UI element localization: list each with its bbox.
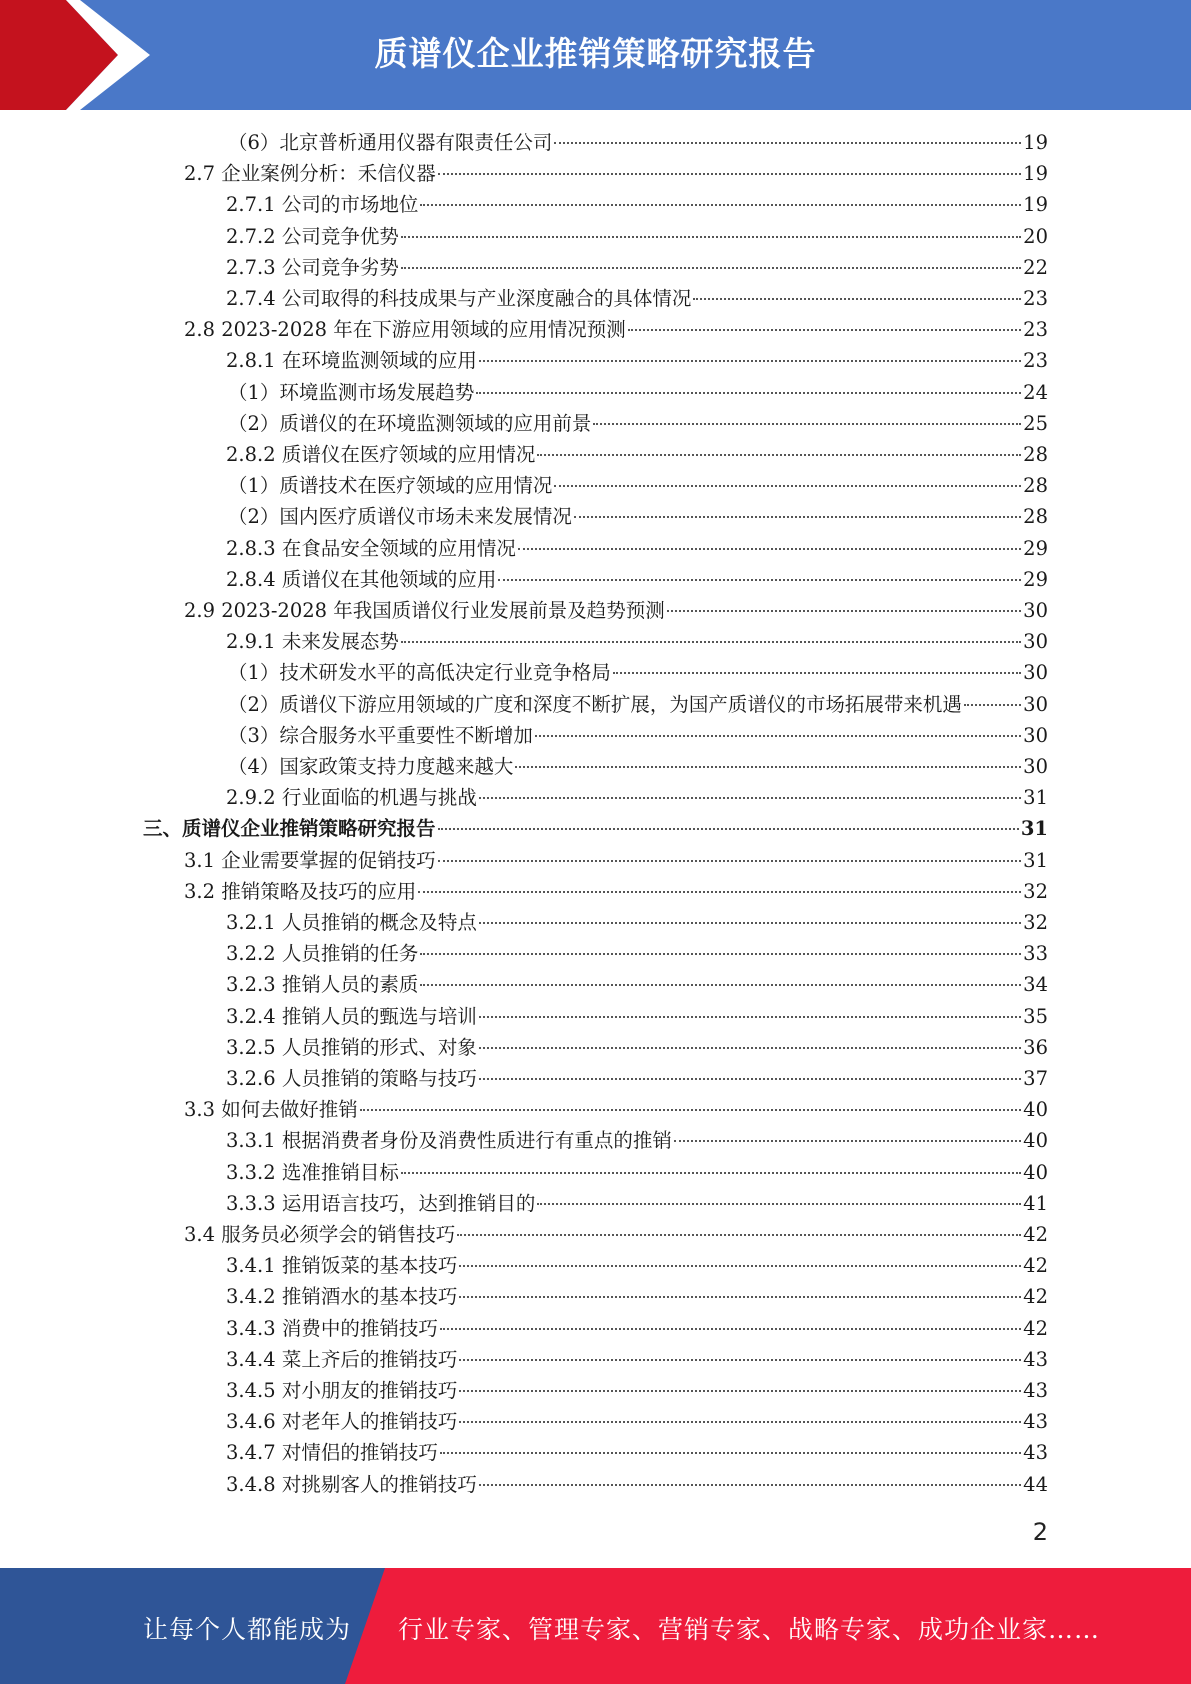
toc-entry-label: （2）质谱仪下游应用领域的广度和深度不断扩展，为国产质谱仪的市场拓展带来机遇 bbox=[228, 693, 962, 716]
toc-entry[interactable] bbox=[226, 1469, 1048, 1500]
toc-dot-leader bbox=[401, 641, 1021, 643]
toc-entry-page: 28 bbox=[1023, 443, 1048, 466]
toc-dot-leader bbox=[479, 1484, 1021, 1486]
toc-entry-page: 25 bbox=[1023, 412, 1048, 435]
toc-entry-page: 43 bbox=[1023, 1379, 1048, 1402]
toc-dot-leader bbox=[537, 1203, 1021, 1205]
toc-dot-leader bbox=[515, 766, 1021, 768]
toc-entry-label: 3.4.1 推销饭菜的基本技巧 bbox=[226, 1254, 458, 1277]
toc-entry-label: 3.3.3 运用语言技巧，达到推销目的 bbox=[226, 1192, 536, 1215]
toc-dot-leader bbox=[518, 548, 1021, 550]
toc-entry[interactable] bbox=[226, 1406, 1048, 1437]
toc-entry-page: 41 bbox=[1023, 1192, 1048, 1215]
toc-entry[interactable] bbox=[143, 813, 1048, 844]
toc-entry[interactable] bbox=[228, 689, 1048, 720]
toc-entry[interactable] bbox=[226, 221, 1048, 252]
toc-entry-page: 30 bbox=[1023, 630, 1048, 653]
toc-entry-page: 31 bbox=[1023, 849, 1048, 872]
toc-entry[interactable] bbox=[228, 720, 1048, 751]
toc-entry[interactable] bbox=[226, 626, 1048, 657]
toc-entry-label: 3.2.5 人员推销的形式、对象 bbox=[226, 1036, 477, 1059]
toc-entry-page: 19 bbox=[1023, 193, 1048, 216]
toc-dot-leader bbox=[479, 1078, 1021, 1080]
toc-entry-label: 2.8.1 在环境监测领域的应用 bbox=[226, 349, 477, 372]
toc-entry[interactable] bbox=[226, 1001, 1048, 1032]
toc-entry[interactable] bbox=[226, 564, 1048, 595]
toc-dot-leader bbox=[554, 485, 1021, 487]
toc-entry-page: 23 bbox=[1023, 318, 1048, 341]
toc-entry[interactable] bbox=[184, 876, 1048, 907]
toc-entry-label: 3.4.5 对小朋友的推销技巧 bbox=[226, 1379, 458, 1402]
toc-entry-label: 3.4.8 对挑剔客人的推销技巧 bbox=[226, 1473, 477, 1496]
toc-entry-label: 2.9.2 行业面临的机遇与挑战 bbox=[226, 786, 477, 809]
toc-entry-label: （1）质谱技术在医疗领域的应用情况 bbox=[228, 474, 553, 497]
toc-entry-page: 40 bbox=[1023, 1098, 1048, 1121]
toc-dot-leader bbox=[537, 454, 1021, 456]
toc-entry-page: 43 bbox=[1023, 1410, 1048, 1433]
toc-entry-page: 33 bbox=[1023, 942, 1048, 965]
toc-dot-leader bbox=[401, 267, 1021, 269]
toc-entry-label: 2.8 2023-2028 年在下游应用领域的应用情况预测 bbox=[184, 318, 626, 341]
toc-entry-page: 30 bbox=[1023, 755, 1048, 778]
toc-dot-leader bbox=[554, 142, 1021, 144]
toc-entry-label: （3）综合服务水平重要性不断增加 bbox=[228, 724, 533, 747]
toc-dot-leader bbox=[401, 1172, 1021, 1174]
toc-entry-page: 23 bbox=[1023, 287, 1048, 310]
toc-dot-leader bbox=[964, 704, 1021, 706]
toc-entry-label: 2.7 企业案例分析：禾信仪器 bbox=[184, 162, 436, 185]
toc-entry-label: 3.2.2 人员推销的任务 bbox=[226, 942, 419, 965]
toc-entry[interactable] bbox=[226, 938, 1048, 969]
toc-entry[interactable] bbox=[226, 345, 1048, 376]
toc-entry-page: 30 bbox=[1023, 661, 1048, 684]
toc-entry[interactable] bbox=[226, 252, 1048, 283]
toc-entry-label: 3.2.3 推销人员的素质 bbox=[226, 973, 419, 996]
toc-dot-leader bbox=[476, 392, 1021, 394]
toc-entry-page: 40 bbox=[1023, 1129, 1048, 1152]
footer-slogan-right: 行业专家、管理专家、营销专家、战略专家、成功企业家…… bbox=[398, 1615, 1101, 1644]
toc-entry[interactable] bbox=[226, 283, 1048, 314]
toc-entry-label: 2.7.3 公司竞争劣势 bbox=[226, 256, 399, 279]
toc-entry[interactable] bbox=[228, 127, 1048, 158]
toc-entry-page: 20 bbox=[1023, 225, 1048, 248]
toc-dot-leader bbox=[628, 329, 1021, 331]
toc-dot-leader bbox=[440, 1452, 1021, 1454]
toc-entry-page: 29 bbox=[1023, 537, 1048, 560]
toc-dot-leader bbox=[438, 173, 1021, 175]
toc-entry-page: 24 bbox=[1023, 381, 1048, 404]
toc-entry-label: 3.2.4 推销人员的甄选与培训 bbox=[226, 1005, 477, 1028]
toc-entry-page: 29 bbox=[1023, 568, 1048, 591]
toc-dot-leader bbox=[438, 828, 1019, 830]
toc-entry-page: 36 bbox=[1023, 1036, 1048, 1059]
toc-entry-label: 2.8.4 质谱仪在其他领域的应用 bbox=[226, 568, 497, 591]
toc-entry-page: 37 bbox=[1023, 1067, 1048, 1090]
toc-entry-label: （2）国内医疗质谱仪市场未来发展情况 bbox=[228, 505, 572, 528]
toc-entry[interactable] bbox=[226, 1032, 1048, 1063]
toc-entry-page: 19 bbox=[1023, 162, 1048, 185]
toc-entry[interactable] bbox=[226, 1188, 1048, 1219]
toc-entry-label: 3.2.6 人员推销的策略与技巧 bbox=[226, 1067, 477, 1090]
toc-entry[interactable] bbox=[226, 969, 1048, 1000]
toc-entry-label: 2.8.2 质谱仪在医疗领域的应用情况 bbox=[226, 443, 536, 466]
toc-dot-leader bbox=[420, 204, 1021, 206]
header-title: 质谱仪企业推销策略研究报告 bbox=[374, 34, 817, 73]
toc-entry-page: 42 bbox=[1023, 1254, 1048, 1277]
toc-dot-leader bbox=[401, 236, 1021, 238]
toc-entry-page: 35 bbox=[1023, 1005, 1048, 1028]
toc-entry-page: 40 bbox=[1023, 1161, 1048, 1184]
toc-entry[interactable] bbox=[228, 657, 1048, 688]
toc-dot-leader bbox=[613, 672, 1021, 674]
toc-entry-label: 3.4.4 菜上齐后的推销技巧 bbox=[226, 1348, 458, 1371]
toc-entry[interactable] bbox=[226, 439, 1048, 470]
toc-dot-leader bbox=[498, 579, 1021, 581]
toc-entry[interactable] bbox=[226, 533, 1048, 564]
toc-dot-leader bbox=[593, 423, 1021, 425]
toc-entry-label: 2.7.2 公司竞争优势 bbox=[226, 225, 399, 248]
toc-entry-page: 42 bbox=[1023, 1285, 1048, 1308]
toc-entry[interactable] bbox=[228, 470, 1048, 501]
toc-entry-page: 23 bbox=[1023, 349, 1048, 372]
toc-dot-leader bbox=[574, 516, 1021, 518]
toc-entry[interactable] bbox=[226, 782, 1048, 813]
toc-entry-label: 2.9.1 未来发展态势 bbox=[226, 630, 399, 653]
toc-dot-leader bbox=[457, 1234, 1021, 1236]
toc-entry-label: 2.9 2023-2028 年我国质谱仪行业发展前景及趋势预测 bbox=[184, 599, 665, 622]
toc-entry-label: 3.4.3 消费中的推销技巧 bbox=[226, 1317, 438, 1340]
footer-slogan-left: 让每个人都能成为 bbox=[143, 1615, 352, 1644]
toc-entry-label: 2.7.1 公司的市场地位 bbox=[226, 193, 419, 216]
toc-dot-leader bbox=[360, 1109, 1021, 1111]
toc-entry-page: 44 bbox=[1023, 1473, 1048, 1496]
toc-entry[interactable] bbox=[226, 1375, 1048, 1406]
toc-dot-leader bbox=[674, 1140, 1021, 1142]
toc-entry[interactable] bbox=[184, 158, 1048, 189]
toc-dot-leader bbox=[459, 1421, 1021, 1423]
toc-entry-label: 3.2.1 人员推销的概念及特点 bbox=[226, 911, 477, 934]
toc-entry[interactable] bbox=[184, 1219, 1048, 1250]
toc-entry-label: （2）质谱仪的在环境监测领域的应用前景 bbox=[228, 412, 592, 435]
toc-dot-leader bbox=[667, 610, 1021, 612]
toc-entry-page: 43 bbox=[1023, 1348, 1048, 1371]
toc-entry-page: 34 bbox=[1023, 973, 1048, 996]
toc-entry[interactable] bbox=[226, 1063, 1048, 1094]
toc-entry-label: 3.4.7 对情侣的推销技巧 bbox=[226, 1441, 438, 1464]
toc-dot-leader bbox=[693, 298, 1021, 300]
toc-entry[interactable] bbox=[228, 501, 1048, 532]
toc-dot-leader bbox=[479, 1047, 1021, 1049]
toc-dot-leader bbox=[459, 1265, 1021, 1267]
toc-entry-label: （1）技术研发水平的高低决定行业竞争格局 bbox=[228, 661, 611, 684]
toc-entry-page: 30 bbox=[1023, 724, 1048, 747]
toc-entry-label: 2.7.4 公司取得的科技成果与产业深度融合的具体情况 bbox=[226, 287, 692, 310]
toc-entry-label: 3.2 推销策略及技巧的应用 bbox=[184, 880, 417, 903]
toc-entry-page: 30 bbox=[1023, 599, 1048, 622]
footer-banner bbox=[0, 1568, 1191, 1684]
toc-entry-label: （1）环境监测市场发展趋势 bbox=[228, 381, 475, 404]
toc-entry-label: 三、质谱仪企业推销策略研究报告 bbox=[143, 817, 436, 840]
toc-entry-label: 3.1 企业需要掌握的促销技巧 bbox=[184, 849, 436, 872]
toc-entry-label: （6）北京普析通用仪器有限责任公司 bbox=[228, 131, 553, 154]
toc-entry-label: 3.4.2 推销酒水的基本技巧 bbox=[226, 1285, 458, 1308]
toc-entry-page: 42 bbox=[1023, 1317, 1048, 1340]
toc-entry[interactable] bbox=[226, 1344, 1048, 1375]
toc-entry-label: 3.3.2 选准推销目标 bbox=[226, 1161, 399, 1184]
toc-entry-label: 3.3.1 根据消费者身份及消费性质进行有重点的推销 bbox=[226, 1129, 672, 1152]
toc-entry-page: 28 bbox=[1023, 505, 1048, 528]
toc-dot-leader bbox=[479, 360, 1021, 362]
toc-entry[interactable] bbox=[226, 1125, 1048, 1156]
toc-entry[interactable] bbox=[184, 845, 1048, 876]
toc-entry-page: 31 bbox=[1023, 786, 1048, 809]
toc-entry-page: 32 bbox=[1023, 911, 1048, 934]
toc-entry[interactable] bbox=[228, 377, 1048, 408]
toc-dot-leader bbox=[459, 1359, 1021, 1361]
toc-entry[interactable] bbox=[226, 1437, 1048, 1468]
toc-entry[interactable] bbox=[226, 907, 1048, 938]
toc-dot-leader bbox=[438, 860, 1021, 862]
toc-entry-page: 31 bbox=[1020, 817, 1048, 840]
toc-entry[interactable] bbox=[226, 1157, 1048, 1188]
toc-entry-label: 3.4 服务员必须学会的销售技巧 bbox=[184, 1223, 456, 1246]
header-banner bbox=[0, 0, 1191, 110]
toc-dot-leader bbox=[440, 1328, 1021, 1330]
toc-entry[interactable] bbox=[228, 751, 1048, 782]
toc-dot-leader bbox=[418, 891, 1021, 893]
toc-entry[interactable] bbox=[226, 189, 1048, 220]
toc-entry-page: 30 bbox=[1023, 693, 1048, 716]
toc-entry-page: 32 bbox=[1023, 880, 1048, 903]
toc-entry-label: （4）国家政策支持力度越来越大 bbox=[228, 755, 514, 778]
toc-dot-leader bbox=[479, 797, 1021, 799]
toc-entry-page: 28 bbox=[1023, 474, 1048, 497]
toc-entry-page: 22 bbox=[1023, 256, 1048, 279]
toc-entry[interactable] bbox=[184, 1094, 1048, 1125]
toc-entry-page: 43 bbox=[1023, 1441, 1048, 1464]
toc-entry-page: 42 bbox=[1023, 1223, 1048, 1246]
toc-entry[interactable] bbox=[228, 408, 1048, 439]
toc-dot-leader bbox=[479, 1016, 1021, 1018]
toc-entry[interactable] bbox=[184, 314, 1048, 345]
toc-entry-page: 19 bbox=[1023, 131, 1048, 154]
toc-entry[interactable] bbox=[226, 1313, 1048, 1344]
toc-dot-leader bbox=[535, 735, 1021, 737]
toc-entry-label: 3.4.6 对老年人的推销技巧 bbox=[226, 1410, 458, 1433]
toc-dot-leader bbox=[459, 1296, 1021, 1298]
toc-entry[interactable] bbox=[226, 1250, 1048, 1281]
toc-dot-leader bbox=[420, 984, 1021, 986]
toc-entry[interactable] bbox=[184, 595, 1048, 626]
toc-dot-leader bbox=[479, 922, 1021, 924]
toc-entry-label: 3.3 如何去做好推销 bbox=[184, 1098, 358, 1121]
toc-dot-leader bbox=[459, 1390, 1021, 1392]
page-number: 2 bbox=[1032, 1518, 1048, 1546]
toc-entry[interactable] bbox=[226, 1281, 1048, 1312]
toc-entry-label: 2.8.3 在食品安全领域的应用情况 bbox=[226, 537, 516, 560]
toc-dot-leader bbox=[420, 953, 1021, 955]
